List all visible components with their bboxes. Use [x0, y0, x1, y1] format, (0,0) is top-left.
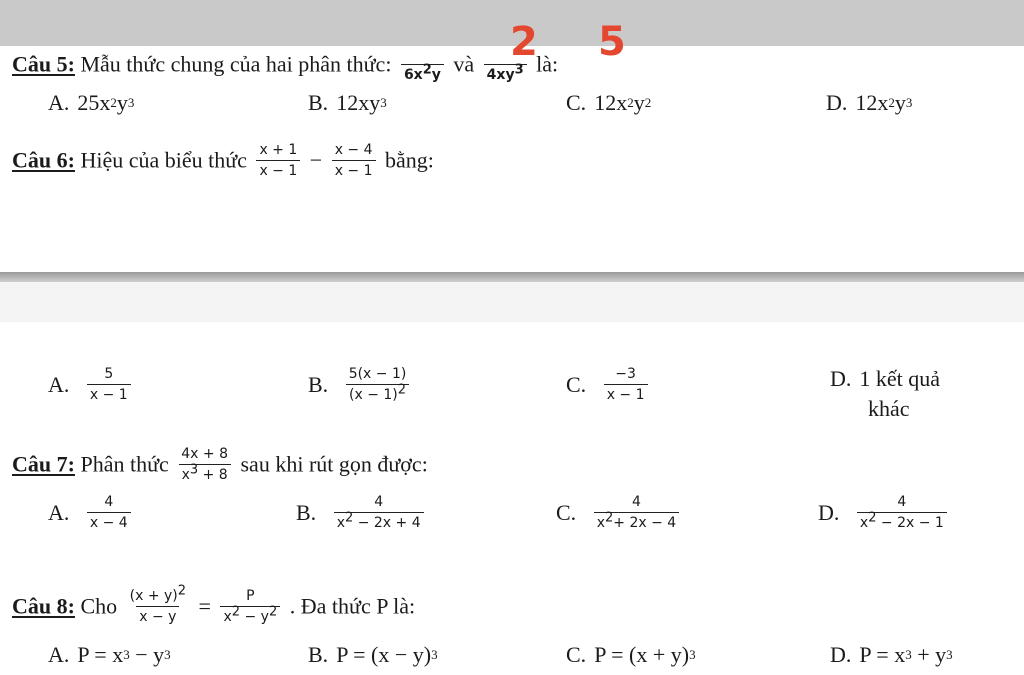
question-7: [12, 446, 428, 483]
q7-b-fraction: $\frac{4}{x^2 - 2x + 4}$: [334, 494, 424, 531]
q7-d-fraction: $\frac{4}{x^2 - 2x - 1}$: [857, 494, 947, 531]
q7-fraction: $\frac{4x + 8}{x^3 + 8}$: [178, 446, 231, 483]
q5-end: là:: [536, 51, 559, 77]
handwritten-5: 5: [598, 19, 626, 65]
q8-option-c[interactable]: C. P = (x + y)3: [566, 641, 696, 667]
q6-text: Hiệu của biểu thức: [80, 147, 247, 173]
q7-text: Phân thức: [80, 451, 169, 477]
q8-end: . Đa thức P là:: [289, 593, 416, 619]
q7-option-c[interactable]: C. $\frac{4}{x^2+ 2x - 4}$: [556, 494, 683, 531]
q6-option-d[interactable]: D. 1 kết quả: [830, 365, 941, 391]
handwritten-2: 2: [510, 19, 538, 65]
q7-option-b[interactable]: B. $\frac{4}{x^2 - 2x + 4}$: [296, 494, 428, 531]
q5-and: và: [453, 51, 475, 77]
q7-option-a[interactable]: A. $\frac{4}{x - 4}$: [48, 494, 135, 531]
q6-option-a[interactable]: A. $\frac{5}{x - 1}$: [48, 366, 135, 403]
q7-a-fraction: $\frac{4}{x - 4}$: [87, 494, 131, 531]
q6-minus: −: [309, 147, 323, 173]
q5-frac1-num: [415, 46, 431, 64]
q7-end: sau khi rút gọn được:: [240, 451, 428, 477]
question-8: [12, 583, 416, 625]
q5-option-b[interactable]: B. 12xy3: [308, 89, 387, 115]
q6-b-fraction: $\frac{5(x - 1)}{(x - 1)^2}$: [346, 366, 410, 403]
q8-option-a[interactable]: A. P = x3 − y3: [48, 641, 171, 667]
q8-option-b[interactable]: B. P = (x − y)3: [308, 641, 438, 667]
q6-c-fraction: $\frac{-3}{x - 1}$: [604, 366, 648, 403]
q6-option-d-cont: khác: [868, 396, 910, 421]
q5-frac2-den: $4xy^3$: [484, 64, 527, 83]
q7-c-fraction: $\frac{4}{x^2+ 2x - 4}$: [594, 494, 680, 531]
q6-fraction-2: $\frac{x - 4}{x - 1}$: [332, 142, 376, 179]
q5-frac1-den: $6x^2y$: [401, 64, 444, 83]
page-separator: [0, 272, 1024, 282]
blank-gap: [0, 282, 1024, 322]
q8-text: Cho: [80, 593, 118, 619]
q5-label: Câu 5:: [12, 51, 75, 77]
q5-fraction-1: [401, 46, 444, 83]
q5-option-c[interactable]: C. 12x2y2: [566, 89, 652, 115]
q6-fraction-1: $\frac{x + 1}{x - 1}$: [256, 142, 300, 179]
q8-equals: =: [198, 593, 211, 619]
q6-a-fraction: $\frac{5}{x - 1}$: [87, 366, 131, 403]
q8-fraction-2: $\frac{P}{x^2 - y^2}$: [220, 588, 280, 625]
q8-fraction-1: $\frac{(x + y)^2}{x - y}$: [129, 583, 187, 625]
question-5: [12, 46, 558, 83]
q6-option-c[interactable]: C. $\frac{-3}{x - 1}$: [566, 366, 652, 403]
q7-label: Câu 7:: [12, 451, 75, 477]
question-6: [12, 142, 434, 179]
q6-end: bằng:: [385, 147, 434, 173]
q5-option-a[interactable]: A. 25x2y3: [48, 89, 135, 115]
q6-option-b[interactable]: B. $\frac{5(x - 1)}{(x - 1)^2}$: [308, 366, 413, 403]
q7-option-d[interactable]: D. $\frac{4}{x^2 - 2x - 1}$: [818, 494, 951, 531]
q6-label: Câu 6:: [12, 147, 75, 173]
q5-option-d[interactable]: D. 12x2y3: [826, 89, 913, 115]
q8-label: Câu 8:: [12, 593, 75, 619]
q5-text: Mẫu thức chung của hai phân thức:: [80, 51, 392, 77]
q8-option-d[interactable]: D. P = x3 + y3: [830, 641, 953, 667]
